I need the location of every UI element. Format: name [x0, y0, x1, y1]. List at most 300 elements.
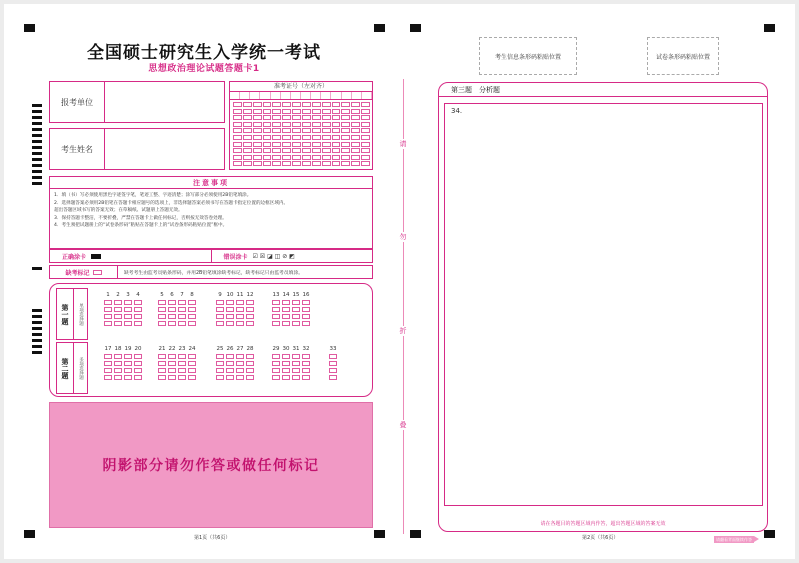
- option-bubble[interactable]: [302, 321, 310, 326]
- option-bubble[interactable]: [226, 321, 234, 326]
- option-bubble[interactable]: [292, 314, 300, 319]
- option-bubble[interactable]: [282, 361, 290, 366]
- admission-digit-bubble[interactable]: [263, 128, 272, 133]
- admission-digit-cell[interactable]: [362, 92, 372, 99]
- option-bubble[interactable]: [188, 368, 196, 373]
- admission-digit-bubble[interactable]: [292, 148, 301, 153]
- admission-digit-cell[interactable]: [281, 92, 291, 99]
- option-bubble[interactable]: [168, 361, 176, 366]
- option-bubble[interactable]: [216, 314, 224, 319]
- admission-digit-bubble[interactable]: [272, 155, 281, 160]
- option-bubble[interactable]: [104, 354, 112, 359]
- admission-digit-bubble[interactable]: [253, 161, 262, 166]
- admission-digit-bubble[interactable]: [233, 142, 242, 147]
- admission-digit-bubble[interactable]: [282, 115, 291, 120]
- option-bubble[interactable]: [114, 321, 122, 326]
- answer-writing-area[interactable]: [444, 103, 763, 506]
- admission-digit-cell[interactable]: [352, 92, 362, 99]
- admission-digit-cell[interactable]: [321, 92, 331, 99]
- admission-digit-cell[interactable]: [291, 92, 301, 99]
- admission-digit-bubble[interactable]: [322, 161, 331, 166]
- option-bubble[interactable]: [188, 307, 196, 312]
- admission-digit-bubble[interactable]: [361, 135, 370, 140]
- admission-digit-bubble[interactable]: [292, 161, 301, 166]
- option-bubble[interactable]: [188, 361, 196, 366]
- admission-digit-bubble[interactable]: [302, 142, 311, 147]
- admission-digit-bubble[interactable]: [263, 161, 272, 166]
- option-bubble[interactable]: [188, 375, 196, 380]
- admission-digit-bubble[interactable]: [351, 142, 360, 147]
- admission-digit-bubble[interactable]: [351, 109, 360, 114]
- admission-digit-bubble[interactable]: [233, 109, 242, 114]
- option-bubble[interactable]: [178, 300, 186, 305]
- option-bubble[interactable]: [292, 375, 300, 380]
- option-bubble[interactable]: [188, 321, 196, 326]
- option-bubble[interactable]: [134, 307, 142, 312]
- admission-digit-bubble[interactable]: [282, 135, 291, 140]
- option-bubble[interactable]: [188, 354, 196, 359]
- admission-digit-bubble[interactable]: [292, 135, 301, 140]
- option-bubble[interactable]: [236, 361, 244, 366]
- option-bubble[interactable]: [104, 300, 112, 305]
- admission-digit-cell[interactable]: [271, 92, 281, 99]
- option-bubble[interactable]: [178, 361, 186, 366]
- option-bubble[interactable]: [168, 300, 176, 305]
- admission-digit-bubble[interactable]: [302, 128, 311, 133]
- option-bubble[interactable]: [124, 361, 132, 366]
- admission-digit-bubble[interactable]: [253, 102, 262, 107]
- option-bubble[interactable]: [216, 321, 224, 326]
- admission-digit-bubble[interactable]: [272, 115, 281, 120]
- admission-digit-bubble[interactable]: [302, 161, 311, 166]
- option-bubble[interactable]: [302, 361, 310, 366]
- option-bubble[interactable]: [114, 354, 122, 359]
- admission-digit-bubble[interactable]: [361, 161, 370, 166]
- admission-digit-bubble[interactable]: [282, 109, 291, 114]
- admission-digit-bubble[interactable]: [341, 148, 350, 153]
- admission-digit-bubble[interactable]: [332, 142, 341, 147]
- admission-digit-bubble[interactable]: [341, 142, 350, 147]
- admission-digit-bubble[interactable]: [322, 122, 331, 127]
- admission-digit-bubble[interactable]: [302, 148, 311, 153]
- admission-digit-bubble[interactable]: [243, 142, 252, 147]
- option-bubble[interactable]: [302, 307, 310, 312]
- option-bubble[interactable]: [246, 375, 254, 380]
- admission-digit-bubble[interactable]: [351, 102, 360, 107]
- admission-digit-bubble[interactable]: [233, 161, 242, 166]
- admission-digit-bubble[interactable]: [341, 109, 350, 114]
- option-bubble[interactable]: [292, 300, 300, 305]
- option-bubble[interactable]: [236, 321, 244, 326]
- admission-digit-bubble[interactable]: [233, 128, 242, 133]
- option-bubble[interactable]: [272, 368, 280, 373]
- option-bubble[interactable]: [168, 354, 176, 359]
- option-bubble[interactable]: [236, 375, 244, 380]
- option-bubble[interactable]: [216, 361, 224, 366]
- option-bubble[interactable]: [292, 354, 300, 359]
- candidate-barcode-area[interactable]: [479, 37, 577, 75]
- admission-digit-cell[interactable]: [331, 92, 341, 99]
- option-bubble[interactable]: [158, 321, 166, 326]
- admission-digit-bubble[interactable]: [253, 142, 262, 147]
- admission-digit-bubble[interactable]: [263, 135, 272, 140]
- option-bubble[interactable]: [168, 314, 176, 319]
- admission-digit-bubble[interactable]: [233, 102, 242, 107]
- option-bubble[interactable]: [158, 361, 166, 366]
- admission-digit-bubble[interactable]: [292, 102, 301, 107]
- option-bubble[interactable]: [124, 375, 132, 380]
- admission-digit-cell[interactable]: [230, 92, 240, 99]
- admission-digit-bubble[interactable]: [341, 128, 350, 133]
- admission-digit-bubble[interactable]: [341, 135, 350, 140]
- option-bubble[interactable]: [292, 368, 300, 373]
- admission-digit-cell[interactable]: [342, 92, 352, 99]
- admission-digit-bubble[interactable]: [263, 142, 272, 147]
- admission-digit-bubble[interactable]: [322, 155, 331, 160]
- admission-digit-bubble[interactable]: [263, 155, 272, 160]
- admission-digit-bubble[interactable]: [272, 109, 281, 114]
- admission-digit-bubble[interactable]: [332, 128, 341, 133]
- option-bubble[interactable]: [226, 314, 234, 319]
- admission-digit-bubble[interactable]: [351, 128, 360, 133]
- question-number: 9: [218, 292, 222, 298]
- admission-digit-bubble[interactable]: [322, 135, 331, 140]
- correct-fill-example: [50, 250, 212, 262]
- option-bubble[interactable]: [216, 368, 224, 373]
- admission-digit-bubble[interactable]: [272, 128, 281, 133]
- admission-digit-bubble[interactable]: [272, 161, 281, 166]
- option-bubble[interactable]: [282, 368, 290, 373]
- option-bubble[interactable]: [134, 314, 142, 319]
- admission-digit-bubble[interactable]: [243, 155, 252, 160]
- option-bubble[interactable]: [226, 361, 234, 366]
- admission-digit-cell[interactable]: [250, 92, 260, 99]
- option-bubble[interactable]: [124, 307, 132, 312]
- option-bubble[interactable]: [114, 375, 122, 380]
- option-bubble[interactable]: [282, 321, 290, 326]
- admission-digit-bubble[interactable]: [302, 155, 311, 160]
- admission-digit-bubble[interactable]: [361, 142, 370, 147]
- admission-digit-bubble[interactable]: [332, 115, 341, 120]
- admission-digit-bubble[interactable]: [351, 115, 360, 120]
- option-bubble[interactable]: [302, 368, 310, 373]
- option-bubble[interactable]: [114, 361, 122, 366]
- option-bubble[interactable]: [236, 368, 244, 373]
- option-bubble[interactable]: [134, 361, 142, 366]
- admission-digit-bubble[interactable]: [322, 148, 331, 153]
- option-bubble[interactable]: [104, 375, 112, 380]
- admission-digit-bubble[interactable]: [253, 155, 262, 160]
- option-bubble[interactable]: [302, 300, 310, 305]
- admission-digit-cell[interactable]: [311, 92, 321, 99]
- option-bubble[interactable]: [168, 368, 176, 373]
- option-bubble[interactable]: [282, 307, 290, 312]
- option-bubble[interactable]: [282, 300, 290, 305]
- option-bubble[interactable]: [246, 314, 254, 319]
- admission-digit-bubble[interactable]: [312, 135, 321, 140]
- option-bubble[interactable]: [168, 307, 176, 312]
- option-bubble[interactable]: [272, 300, 280, 305]
- option-bubble[interactable]: [226, 354, 234, 359]
- option-bubble[interactable]: [168, 321, 176, 326]
- admission-digit-bubble[interactable]: [322, 102, 331, 107]
- admission-digit-bubble[interactable]: [312, 148, 321, 153]
- admission-digit-bubble[interactable]: [263, 102, 272, 107]
- admission-digit-cell[interactable]: [301, 92, 311, 99]
- option-bubble[interactable]: [134, 300, 142, 305]
- admission-digit-bubble[interactable]: [243, 148, 252, 153]
- admission-digit-bubble[interactable]: [332, 122, 341, 127]
- option-bubble[interactable]: [188, 300, 196, 305]
- option-bubble[interactable]: [104, 361, 112, 366]
- admission-digit-bubble[interactable]: [253, 128, 262, 133]
- admission-digit-bubble[interactable]: [243, 102, 252, 107]
- admission-digit-bubble[interactable]: [243, 115, 252, 120]
- option-bubble[interactable]: [226, 307, 234, 312]
- option-bubble[interactable]: [272, 321, 280, 326]
- admission-digit-bubble[interactable]: [292, 109, 301, 114]
- admission-digit-bubble[interactable]: [361, 102, 370, 107]
- option-bubble[interactable]: [282, 375, 290, 380]
- admission-digit-bubble[interactable]: [263, 148, 272, 153]
- option-bubble[interactable]: [272, 354, 280, 359]
- option-bubble[interactable]: [104, 307, 112, 312]
- admission-digit-bubble[interactable]: [233, 155, 242, 160]
- admission-number-bubbles[interactable]: [230, 100, 372, 168]
- admission-digit-bubble[interactable]: [312, 142, 321, 147]
- option-bubble[interactable]: [104, 321, 112, 326]
- admission-digit-bubble[interactable]: [253, 109, 262, 114]
- option-bubble[interactable]: [158, 300, 166, 305]
- option-bubble[interactable]: [246, 368, 254, 373]
- option-bubble[interactable]: [124, 321, 132, 326]
- admission-digit-bubble[interactable]: [361, 148, 370, 153]
- option-bubble[interactable]: [292, 321, 300, 326]
- option-bubble[interactable]: [158, 307, 166, 312]
- admission-digit-bubble[interactable]: [361, 122, 370, 127]
- admission-digit-bubble[interactable]: [272, 148, 281, 153]
- option-bubble[interactable]: [134, 321, 142, 326]
- admission-digit-bubble[interactable]: [233, 148, 242, 153]
- admission-digit-bubble[interactable]: [292, 115, 301, 120]
- option-bubble[interactable]: [124, 354, 132, 359]
- option-bubble[interactable]: [302, 314, 310, 319]
- admission-digit-cell[interactable]: [240, 92, 250, 99]
- unit-field[interactable]: [49, 81, 225, 123]
- option-bubble[interactable]: [114, 307, 122, 312]
- admission-digit-bubble[interactable]: [332, 155, 341, 160]
- option-bubble[interactable]: [246, 361, 254, 366]
- admission-digit-bubble[interactable]: [243, 109, 252, 114]
- option-bubble[interactable]: [168, 375, 176, 380]
- admission-digit-bubble[interactable]: [272, 102, 281, 107]
- option-bubble[interactable]: [272, 307, 280, 312]
- admission-digit-bubble[interactable]: [341, 102, 350, 107]
- option-bubble[interactable]: [178, 368, 186, 373]
- admission-digit-bubble[interactable]: [332, 135, 341, 140]
- option-bubble[interactable]: [329, 368, 337, 373]
- admission-digit-bubble[interactable]: [312, 122, 321, 127]
- option-bubble[interactable]: [178, 354, 186, 359]
- admission-digit-bubble[interactable]: [361, 128, 370, 133]
- option-bubble[interactable]: [124, 314, 132, 319]
- admission-digit-bubble[interactable]: [243, 128, 252, 133]
- admission-digit-bubble[interactable]: [292, 122, 301, 127]
- admission-digit-bubble[interactable]: [292, 142, 301, 147]
- admission-digit-bubble[interactable]: [292, 128, 301, 133]
- admission-number-grid[interactable]: [229, 81, 373, 170]
- admission-digit-cell[interactable]: [260, 92, 270, 99]
- admission-digit-bubble[interactable]: [312, 128, 321, 133]
- name-field[interactable]: [49, 128, 225, 170]
- option-bubble[interactable]: [134, 354, 142, 359]
- option-bubble[interactable]: [158, 368, 166, 373]
- option-bubble[interactable]: [158, 354, 166, 359]
- admission-digit-bubble[interactable]: [351, 161, 360, 166]
- option-bubble[interactable]: [282, 314, 290, 319]
- admission-digit-bubble[interactable]: [302, 115, 311, 120]
- option-bubble[interactable]: [134, 368, 142, 373]
- option-bubble[interactable]: [226, 375, 234, 380]
- option-bubble[interactable]: [246, 354, 254, 359]
- admission-digit-bubble[interactable]: [302, 102, 311, 107]
- admission-digit-bubble[interactable]: [322, 115, 331, 120]
- admission-digit-bubble[interactable]: [341, 122, 350, 127]
- admission-digit-bubble[interactable]: [263, 115, 272, 120]
- admission-digit-bubble[interactable]: [341, 155, 350, 160]
- question-number: 1: [106, 292, 110, 298]
- option-bubble[interactable]: [302, 375, 310, 380]
- admission-digit-bubble[interactable]: [233, 122, 242, 127]
- paper-barcode-area[interactable]: [647, 37, 719, 75]
- admission-digit-bubble[interactable]: [282, 122, 291, 127]
- admission-digit-bubble[interactable]: [253, 135, 262, 140]
- admission-digit-bubble[interactable]: [263, 122, 272, 127]
- option-bubble[interactable]: [178, 375, 186, 380]
- admission-digit-bubble[interactable]: [312, 115, 321, 120]
- option-bubble[interactable]: [114, 368, 122, 373]
- admission-digit-bubble[interactable]: [312, 102, 321, 107]
- admission-digit-bubble[interactable]: [341, 115, 350, 120]
- option-bubble[interactable]: [236, 354, 244, 359]
- admission-digit-bubble[interactable]: [272, 122, 281, 127]
- admission-digit-bubble[interactable]: [332, 102, 341, 107]
- option-bubble[interactable]: [178, 307, 186, 312]
- admission-digit-bubble[interactable]: [243, 161, 252, 166]
- option-bubble[interactable]: [282, 354, 290, 359]
- admission-digit-bubble[interactable]: [282, 161, 291, 166]
- option-bubble[interactable]: [226, 368, 234, 373]
- question-group: [272, 346, 310, 380]
- option-bubble[interactable]: [302, 354, 310, 359]
- option-bubble[interactable]: [104, 314, 112, 319]
- option-bubble[interactable]: [272, 375, 280, 380]
- option-bubble[interactable]: [124, 300, 132, 305]
- option-bubble[interactable]: [216, 354, 224, 359]
- admission-digit-bubble[interactable]: [351, 155, 360, 160]
- admission-digit-bubble[interactable]: [312, 109, 321, 114]
- admission-digit-bubble[interactable]: [322, 142, 331, 147]
- admission-digit-bubble[interactable]: [282, 102, 291, 107]
- admission-digit-bubble[interactable]: [282, 128, 291, 133]
- option-bubble[interactable]: [104, 368, 112, 373]
- option-bubble[interactable]: [246, 307, 254, 312]
- option-bubble[interactable]: [134, 375, 142, 380]
- admission-digit-bubble[interactable]: [282, 142, 291, 147]
- admission-digit-bubble[interactable]: [302, 122, 311, 127]
- admission-digit-bubble[interactable]: [282, 155, 291, 160]
- fold-char: 请: [397, 139, 409, 149]
- option-bubble[interactable]: [236, 314, 244, 319]
- admission-digit-bubble[interactable]: [351, 135, 360, 140]
- admission-digit-bubble[interactable]: [292, 155, 301, 160]
- option-bubble[interactable]: [236, 300, 244, 305]
- option-bubble[interactable]: [329, 361, 337, 366]
- admission-digit-bubble[interactable]: [332, 109, 341, 114]
- admission-digit-bubble[interactable]: [243, 122, 252, 127]
- option-bubble[interactable]: [216, 375, 224, 380]
- admission-digit-bubble[interactable]: [233, 115, 242, 120]
- admission-digit-bubble[interactable]: [302, 135, 311, 140]
- option-bubble[interactable]: [188, 314, 196, 319]
- admission-digit-bubble[interactable]: [282, 148, 291, 153]
- admission-digit-bubble[interactable]: [302, 109, 311, 114]
- admission-digit-bubble[interactable]: [253, 115, 262, 120]
- admission-digit-bubble[interactable]: [272, 142, 281, 147]
- admission-digit-bubble[interactable]: [351, 122, 360, 127]
- admission-digit-bubble[interactable]: [332, 161, 341, 166]
- option-bubble[interactable]: [272, 314, 280, 319]
- admission-digit-bubble[interactable]: [253, 148, 262, 153]
- option-bubble[interactable]: [158, 375, 166, 380]
- option-bubble[interactable]: [216, 307, 224, 312]
- option-bubble[interactable]: [246, 321, 254, 326]
- option-bubble[interactable]: [329, 375, 337, 380]
- option-bubble[interactable]: [292, 361, 300, 366]
- option-bubble[interactable]: [114, 300, 122, 305]
- option-bubble[interactable]: [272, 361, 280, 366]
- admission-digit-bubble[interactable]: [263, 109, 272, 114]
- admission-digit-bubble[interactable]: [332, 148, 341, 153]
- admission-digit-bubble[interactable]: [233, 135, 242, 140]
- option-bubble[interactable]: [226, 300, 234, 305]
- admission-digit-bubble[interactable]: [361, 115, 370, 120]
- option-bubble[interactable]: [158, 314, 166, 319]
- option-bubble[interactable]: [246, 300, 254, 305]
- admission-digit-bubble[interactable]: [272, 135, 281, 140]
- option-bubble[interactable]: [178, 321, 186, 326]
- option-bubble[interactable]: [216, 300, 224, 305]
- admission-digit-bubble[interactable]: [243, 135, 252, 140]
- absent-bubble[interactable]: [93, 270, 102, 275]
- admission-digit-bubble[interactable]: [351, 148, 360, 153]
- option-bubble[interactable]: [329, 354, 337, 359]
- admission-digit-bubble[interactable]: [341, 161, 350, 166]
- admission-number-write-row[interactable]: [230, 92, 372, 100]
- option-bubble[interactable]: [124, 368, 132, 373]
- admission-digit-bubble[interactable]: [312, 155, 321, 160]
- option-bubble[interactable]: [292, 307, 300, 312]
- admission-digit-bubble[interactable]: [322, 128, 331, 133]
- option-bubble[interactable]: [236, 307, 244, 312]
- admission-digit-bubble[interactable]: [322, 109, 331, 114]
- option-bubble[interactable]: [114, 314, 122, 319]
- admission-digit-bubble[interactable]: [361, 109, 370, 114]
- admission-digit-bubble[interactable]: [361, 155, 370, 160]
- option-bubble[interactable]: [178, 314, 186, 319]
- admission-digit-bubble[interactable]: [312, 161, 321, 166]
- admission-digit-bubble[interactable]: [253, 122, 262, 127]
